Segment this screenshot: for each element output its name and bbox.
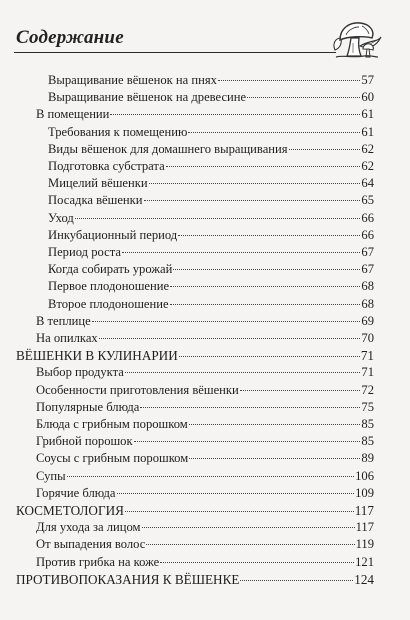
toc-entry-title: Второе плодоношение bbox=[48, 296, 169, 311]
toc-entry bbox=[16, 347, 374, 364]
toc-entry-title: Посадка вёшенки bbox=[48, 193, 143, 208]
toc-entry-page: 62 bbox=[361, 141, 374, 156]
dot-leader bbox=[188, 132, 360, 133]
toc-entry-page: 65 bbox=[361, 193, 374, 208]
toc-entry bbox=[48, 175, 374, 192]
toc-entry-title: Блюда с грибным порошком bbox=[36, 417, 188, 431]
dot-leader bbox=[110, 114, 360, 115]
toc-entry bbox=[36, 313, 374, 330]
dot-leader bbox=[149, 183, 361, 184]
toc-entry-page: 70 bbox=[361, 331, 374, 345]
toc-entry-page: 61 bbox=[361, 124, 374, 139]
toc-entry-page: 75 bbox=[361, 399, 374, 414]
toc-entry-page: 89 bbox=[361, 451, 374, 466]
toc-entry-title: На опилках bbox=[36, 331, 98, 345]
toc-entry-page: 72 bbox=[361, 382, 374, 397]
toc-entry-page: 68 bbox=[361, 296, 374, 311]
toc-entry bbox=[36, 468, 374, 485]
dot-leader bbox=[240, 390, 361, 391]
page-title: Содержание bbox=[16, 27, 124, 48]
dot-leader bbox=[117, 493, 355, 494]
dot-leader bbox=[166, 166, 361, 167]
toc-entry-page: 106 bbox=[355, 468, 374, 483]
toc-entry bbox=[36, 450, 374, 467]
toc-entry bbox=[48, 296, 374, 313]
toc-entry-title: Выбор продукта bbox=[36, 365, 124, 380]
dot-leader bbox=[140, 407, 360, 408]
dot-leader bbox=[179, 356, 360, 357]
dot-leader bbox=[189, 458, 360, 459]
toc-entry-page: 109 bbox=[355, 485, 374, 500]
toc-entry bbox=[48, 244, 374, 261]
toc-entry bbox=[48, 227, 374, 244]
dot-leader bbox=[189, 424, 361, 425]
toc-entry bbox=[16, 571, 374, 588]
dot-leader bbox=[122, 252, 360, 253]
toc-entry bbox=[48, 158, 374, 175]
toc-entry-page: 61 bbox=[361, 107, 374, 122]
toc-entry-title: ПРОТИВОПОКАЗАНИЯ К ВЁШЕНКЕ bbox=[16, 571, 240, 587]
toc-entry bbox=[36, 330, 374, 347]
toc-entry bbox=[16, 502, 374, 519]
toc-entry-title: Выращивание вёшенок на пнях bbox=[48, 73, 217, 87]
toc-entry-title: Уход bbox=[48, 210, 74, 225]
toc-entry bbox=[48, 72, 374, 89]
toc-entry-page: 117 bbox=[354, 503, 374, 518]
toc-entry-page: 85 bbox=[361, 417, 374, 431]
page-header bbox=[0, 0, 410, 60]
toc-entry bbox=[48, 141, 374, 158]
toc-entry-page: 69 bbox=[361, 313, 374, 328]
toc-entry-page: 62 bbox=[361, 159, 374, 173]
toc-entry-title: Особенности приготовления вёшенки bbox=[36, 382, 239, 397]
toc-entry-page: 124 bbox=[354, 571, 374, 587]
header-rule bbox=[14, 52, 336, 53]
toc-entry-page: 66 bbox=[361, 227, 374, 242]
toc-entry-title: Соусы с грибным порошком bbox=[36, 451, 189, 466]
toc-entry-page: 64 bbox=[361, 176, 374, 191]
toc-entry bbox=[48, 210, 374, 227]
toc-entry-title: Против грибка на коже bbox=[36, 554, 160, 569]
toc-entry-title: Первое плодоношение bbox=[48, 279, 170, 294]
dot-leader bbox=[92, 321, 361, 322]
dot-leader bbox=[134, 441, 361, 442]
toc-entry-page: 66 bbox=[361, 210, 374, 225]
dot-leader bbox=[160, 562, 354, 563]
mushroom-icon bbox=[330, 16, 382, 60]
toc-entry bbox=[36, 433, 374, 450]
toc-entry bbox=[36, 485, 374, 502]
toc-entry-title: Популярные блюда bbox=[36, 399, 140, 414]
dot-leader bbox=[247, 97, 360, 98]
toc-entry bbox=[36, 519, 374, 536]
toc-entry bbox=[48, 192, 374, 209]
dot-leader bbox=[173, 269, 360, 270]
toc-entry-title: От выпадения волос bbox=[36, 537, 146, 552]
toc-entry-title: Грибной порошок bbox=[36, 434, 133, 449]
toc-entry-title: ВЁШЕНКИ В КУЛИНАРИИ bbox=[16, 348, 178, 364]
toc-entry-page: 71 bbox=[360, 348, 374, 364]
dot-leader bbox=[125, 372, 361, 373]
toc-entry bbox=[36, 536, 374, 553]
toc-entry-page: 85 bbox=[361, 434, 374, 449]
toc-entry bbox=[48, 278, 374, 295]
toc-entry bbox=[36, 416, 374, 433]
toc-entry-title: Подготовка субстрата bbox=[48, 159, 165, 173]
toc-entry-page: 68 bbox=[361, 279, 374, 294]
dot-leader bbox=[144, 200, 361, 201]
toc-entry bbox=[36, 554, 374, 571]
dot-leader bbox=[240, 580, 353, 581]
toc-entry-title: Горячие блюда bbox=[36, 485, 116, 500]
toc-entry bbox=[36, 399, 374, 416]
toc-entry-page: 57 bbox=[361, 73, 374, 87]
toc-entry-title: Виды вёшенок для домашнего выращивания bbox=[48, 141, 288, 156]
dot-leader bbox=[75, 218, 361, 219]
dot-leader bbox=[99, 338, 361, 339]
toc-entry-title: Выращивание вёшенок на древесине bbox=[48, 90, 247, 105]
toc-entry-title: Инкубационный период bbox=[48, 227, 178, 242]
toc-entry bbox=[48, 124, 374, 141]
toc-entry-page: 121 bbox=[355, 554, 374, 569]
toc-entry-title: КОСМЕТОЛОГИЯ bbox=[16, 503, 124, 518]
dot-leader bbox=[142, 527, 355, 528]
dot-leader bbox=[218, 80, 360, 81]
toc-entry-title: Требования к помещению bbox=[48, 124, 188, 139]
toc-entry-page: 117 bbox=[355, 520, 374, 535]
toc-entry bbox=[48, 261, 374, 278]
toc-entry bbox=[36, 106, 374, 123]
toc-entry bbox=[36, 364, 374, 381]
toc-entry-title: В теплице bbox=[36, 313, 91, 328]
dot-leader bbox=[289, 149, 361, 150]
toc-entry-page: 60 bbox=[361, 90, 374, 105]
dot-leader bbox=[125, 511, 354, 512]
toc-entry bbox=[36, 382, 374, 399]
toc-entry-title: В помещении bbox=[36, 107, 110, 122]
toc-entry-page: 67 bbox=[361, 245, 374, 259]
toc-entry-page: 67 bbox=[361, 262, 374, 277]
dot-leader bbox=[146, 544, 354, 545]
toc-entry bbox=[48, 89, 374, 106]
toc-entry-title: Мицелий вёшенки bbox=[48, 176, 148, 191]
dot-leader bbox=[170, 286, 360, 287]
toc-entry-title: Супы bbox=[36, 468, 66, 483]
toc-entry-title: Для ухода за лицом bbox=[36, 520, 141, 535]
toc-entry-title: Период роста bbox=[48, 245, 121, 259]
toc-entry-title: Когда собирать урожай bbox=[48, 262, 173, 277]
toc-entry-page: 119 bbox=[355, 537, 374, 552]
toc-entry-page: 71 bbox=[361, 365, 374, 380]
dot-leader bbox=[170, 304, 361, 305]
dot-leader bbox=[178, 235, 360, 236]
dot-leader bbox=[67, 476, 355, 477]
